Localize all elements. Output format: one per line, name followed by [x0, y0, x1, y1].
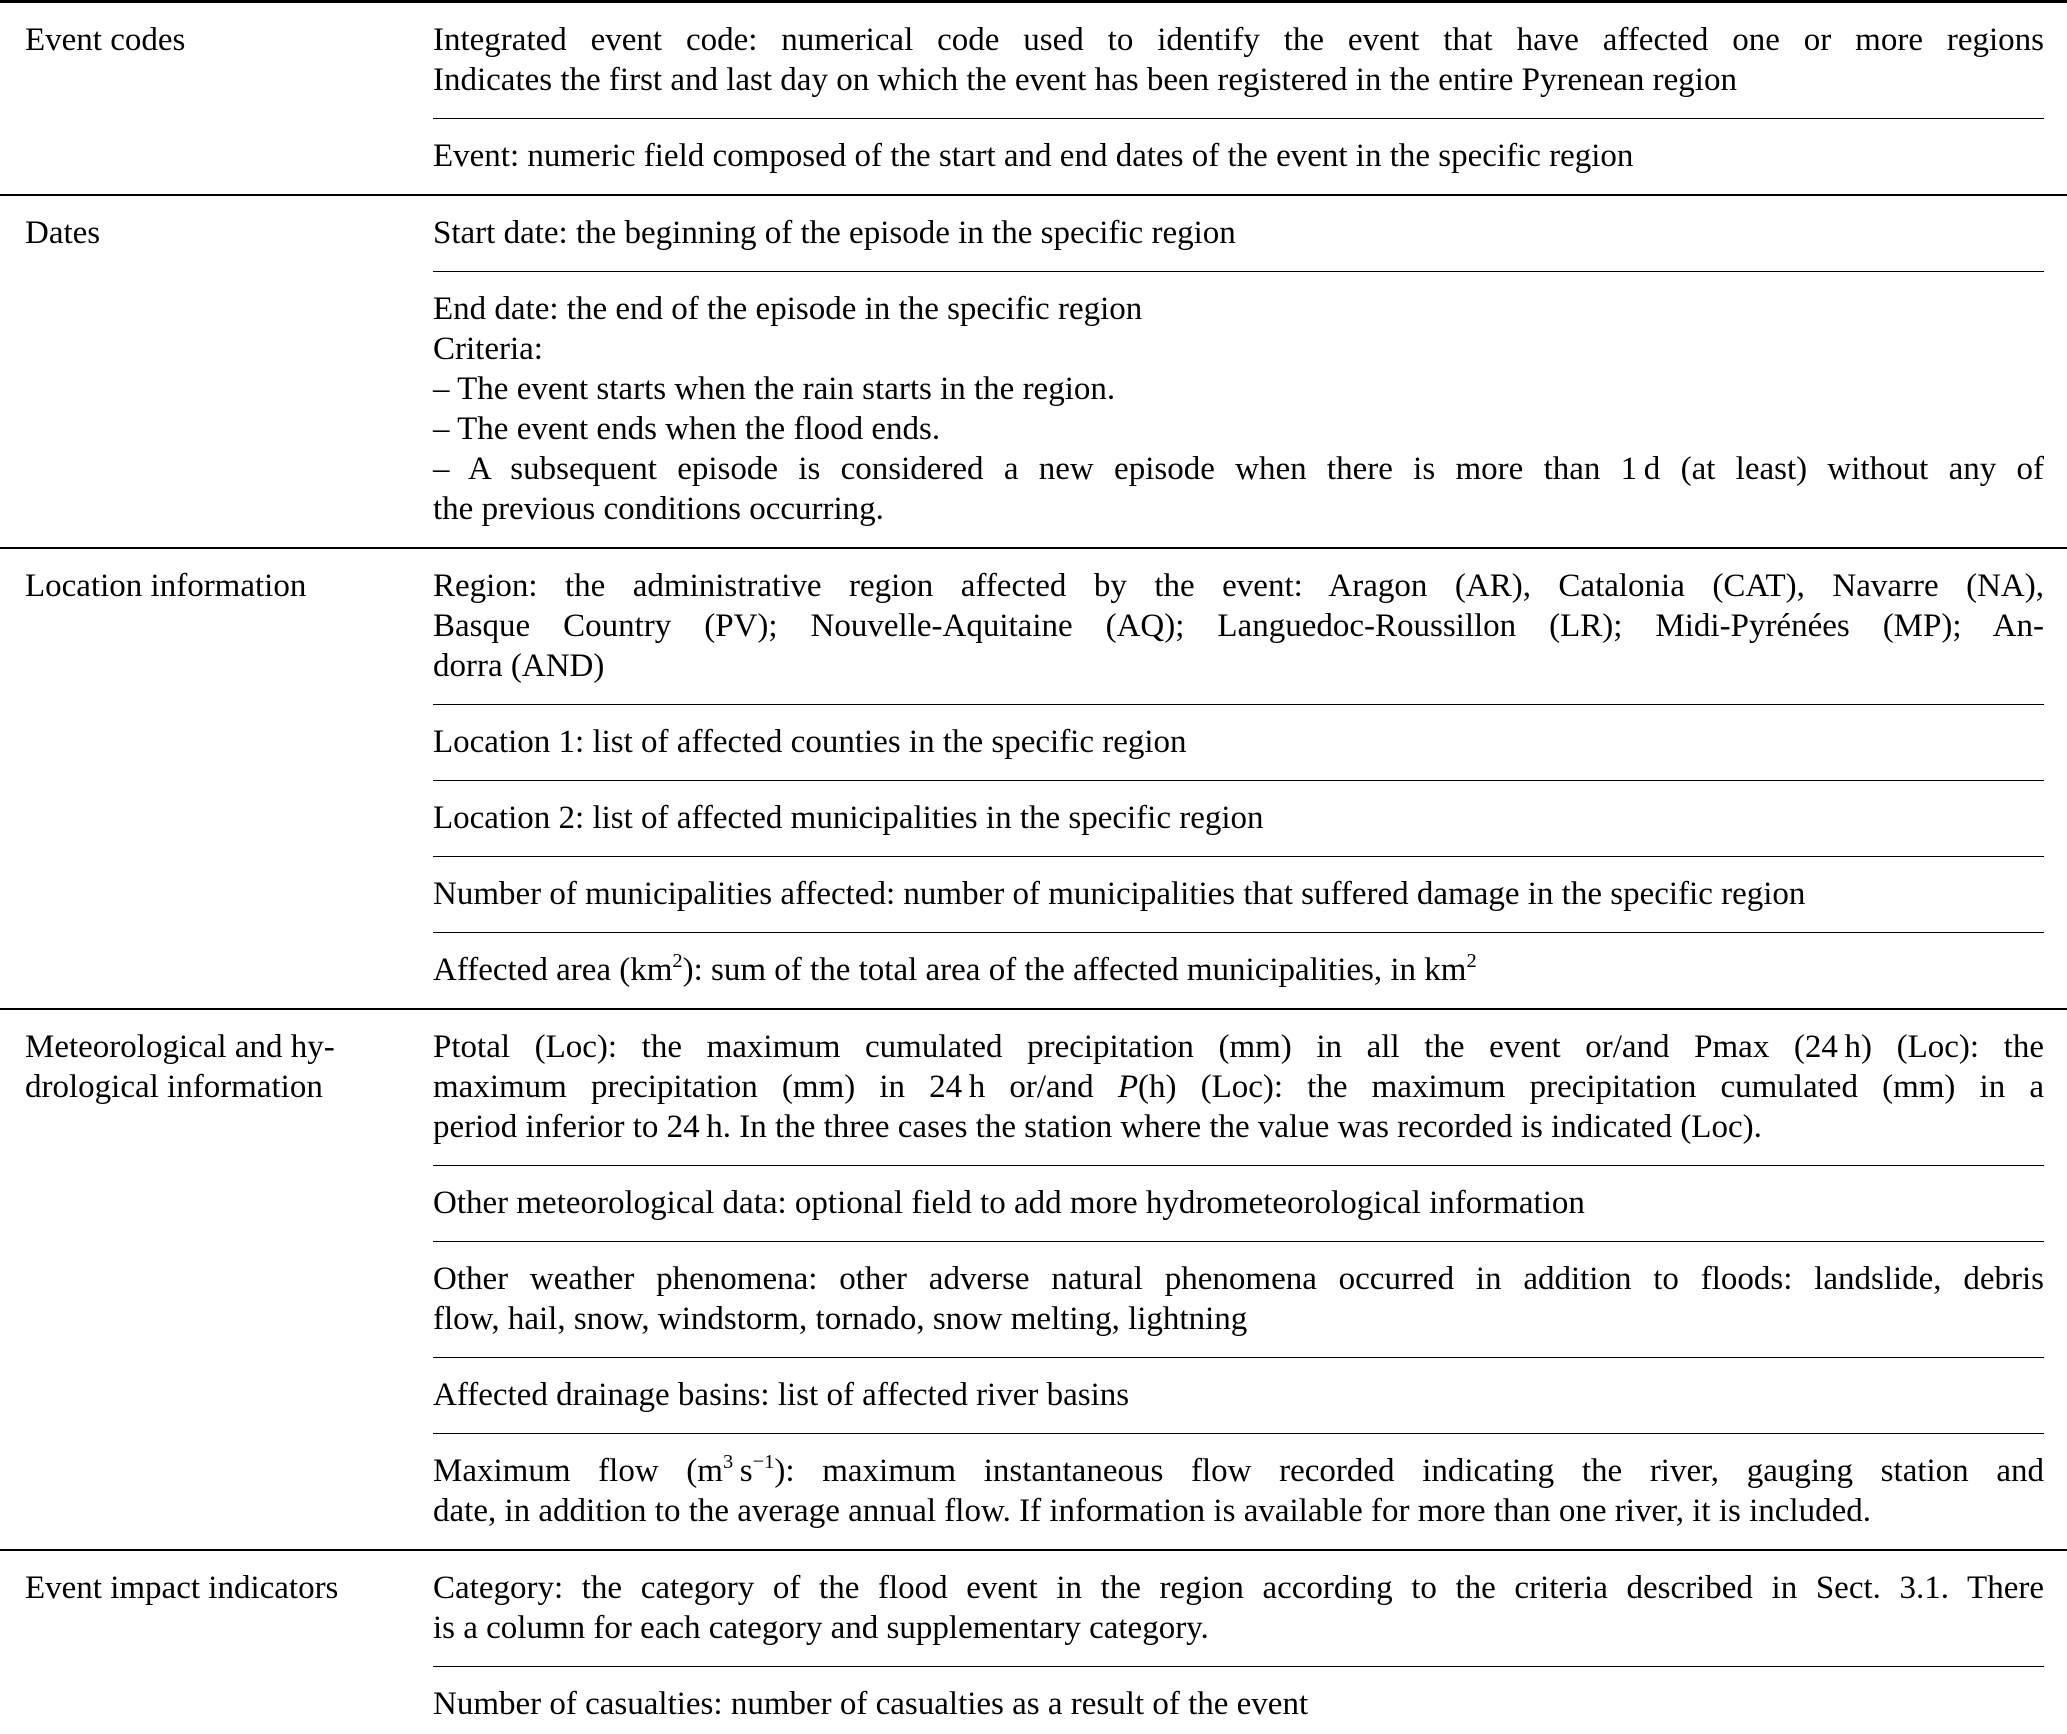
superscript: 2: [672, 950, 683, 973]
text-segment: is a column for each category and supplementary category.: [433, 1610, 1209, 1646]
text-segment: Indicates the first and last day on which the event has been registered in the entire Pyrenean region: [433, 62, 1737, 98]
row-line: [433, 646, 2044, 686]
section-label: [0, 1010, 433, 1549]
section-content: [433, 1010, 2067, 1549]
text-segment: Start date: the beginning of the episode in the specific region: [433, 215, 1236, 251]
table-row: [433, 118, 2044, 194]
section-label-line: Meteorological and hy-: [25, 1029, 335, 1065]
row-line: [433, 798, 2044, 838]
text-segment: maximum precipitation (mm) in 24 h or/and: [433, 1069, 1118, 1105]
table-section: [0, 194, 2067, 547]
row-line: [433, 489, 2044, 529]
text-segment: Location 2: list of affected municipalities in the specific region: [433, 800, 1264, 836]
row-line: [433, 213, 2044, 253]
section-label: [0, 3, 433, 194]
text-segment: Location 1: list of affected counties in the specific region: [433, 724, 1187, 760]
table-row: [433, 549, 2044, 704]
table-row: [433, 1666, 2044, 1734]
table-row: [433, 1010, 2044, 1165]
table-section: [0, 547, 2067, 1008]
superscript: −1: [752, 1451, 775, 1474]
row-line: [433, 606, 2044, 646]
row-line: [433, 1491, 2044, 1531]
text-segment: Affected area (km: [433, 952, 673, 988]
italic-text: P: [1117, 1069, 1138, 1105]
table-row: [433, 856, 2044, 932]
row-line: [433, 1608, 2044, 1648]
section-content: [433, 3, 2067, 194]
row-line: [433, 874, 2044, 914]
row-line: [433, 409, 2044, 449]
table-row: [433, 3, 2044, 118]
table-row: [433, 1165, 2044, 1241]
row-line: [433, 1183, 2044, 1223]
row-line: [433, 1299, 2044, 1339]
text-segment: Affected drainage basins: list of affected river basins: [433, 1377, 1130, 1413]
section-label-line: Event codes: [25, 22, 186, 58]
table-row: [433, 271, 2044, 547]
row-line: [433, 1451, 2044, 1491]
text-segment: s: [733, 1453, 753, 1489]
table-row: [433, 1433, 2044, 1549]
text-segment: Number of municipalities affected: number of municipalities that suffered damage in the specific region: [433, 876, 1806, 912]
section-content: [433, 1551, 2067, 1734]
row-line: [433, 722, 2044, 762]
text-segment: period inferior to 24 h. In the three cases the station where the value was recorded is indicated (Loc).: [433, 1109, 1762, 1145]
section-label-line: Dates: [25, 215, 101, 251]
row-line: [433, 1259, 2044, 1299]
row-line: [433, 1568, 2044, 1608]
table-section: [0, 3, 2067, 194]
text-segment: Maximum flow (m: [433, 1453, 723, 1489]
text-segment: date, in addition to the average annual flow. If information is available for more than one river, it is included.: [433, 1493, 1871, 1529]
table-row: [433, 932, 2044, 1008]
row-line: [433, 1684, 2044, 1724]
row-line: [433, 289, 2044, 329]
text-segment: flow, hail, snow, windstorm, tornado, snow melting, lightning: [433, 1301, 1248, 1337]
row-line: [433, 329, 2044, 369]
table-section: [0, 1549, 2067, 1734]
table-row: [433, 780, 2044, 856]
text-segment: ): sum of the total area of the affected municipalities, in km: [682, 952, 1467, 988]
section-label-line: drological information: [25, 1069, 323, 1105]
text-segment: End date: the end of the episode in the specific region: [433, 291, 1143, 327]
text-segment: Integrated event code: numerical code used to identify the event that have affected one or more regions: [433, 22, 2044, 58]
text-segment: – A subsequent episode is considered a new episode when there is more than 1 d (at least) without any of: [433, 451, 2044, 487]
table-row: [433, 704, 2044, 780]
row-line: [433, 369, 2044, 409]
section-label: [0, 549, 433, 1008]
text-segment: the previous conditions occurring.: [433, 491, 884, 527]
text-segment: Number of casualties: number of casualties as a result of the event: [433, 1686, 1309, 1722]
text-segment: Other meteorological data: optional field to add more hydrometeorological information: [433, 1185, 1585, 1221]
table-row: [433, 1551, 2044, 1666]
row-line: [433, 60, 2044, 100]
table-body: [0, 3, 2067, 1734]
section-label-line: Location information: [25, 568, 307, 604]
text-segment: – The event ends when the flood ends.: [433, 411, 941, 447]
row-line: [433, 20, 2044, 60]
row-line: [433, 1027, 2044, 1067]
section-label-line: Event impact indicators: [25, 1570, 339, 1606]
section-label: [0, 196, 433, 547]
text-segment: Basque Country (PV); Nouvelle-Aquitaine (AQ); Languedoc-Roussillon (LR); Midi-Pyrénées (MP); An-: [433, 608, 2044, 644]
text-segment: dorra (AND): [433, 648, 605, 684]
row-line: [433, 136, 2044, 176]
text-segment: Criteria:: [433, 331, 543, 367]
table-row: [433, 1241, 2044, 1357]
text-segment: Ptotal (Loc): the maximum cumulated precipitation (mm) in all the event or/and Pmax (24 h) (Loc): the: [433, 1029, 2044, 1065]
row-line: [433, 1107, 2044, 1147]
row-line: [433, 1375, 2044, 1415]
superscript: 3: [722, 1451, 734, 1474]
table-section: [0, 1008, 2067, 1549]
text-segment: Event: numeric field composed of the start and end dates of the event in the specific region: [433, 138, 1634, 174]
text-segment: ): maximum instantaneous flow recorded indicating the river, gauging station and: [774, 1453, 2044, 1489]
row-line: [433, 1067, 2044, 1107]
table-row: [433, 196, 2044, 271]
row-line: [433, 566, 2044, 606]
section-content: [433, 549, 2067, 1008]
table-row: [433, 1357, 2044, 1433]
text-segment: (h) (Loc): the maximum precipitation cumulated (mm) in a: [1137, 1069, 2044, 1105]
text-segment: Category: the category of the flood event in the region according to the criteria described in Sect. 3.1. There: [433, 1570, 2044, 1606]
text-segment: Other weather phenomena: other adverse natural phenomena occurred in addition to floods: landslide, debris: [433, 1261, 2044, 1297]
superscript: 2: [1466, 950, 1477, 973]
row-line: [433, 950, 2044, 990]
section-content: [433, 196, 2067, 547]
text-segment: – The event starts when the rain starts in the region.: [433, 371, 1116, 407]
section-label: [0, 1551, 433, 1734]
row-line: [433, 449, 2044, 489]
text-segment: Region: the administrative region affected by the event: Aragon (AR), Catalonia (CAT), Navarre (NA),: [433, 568, 2044, 604]
